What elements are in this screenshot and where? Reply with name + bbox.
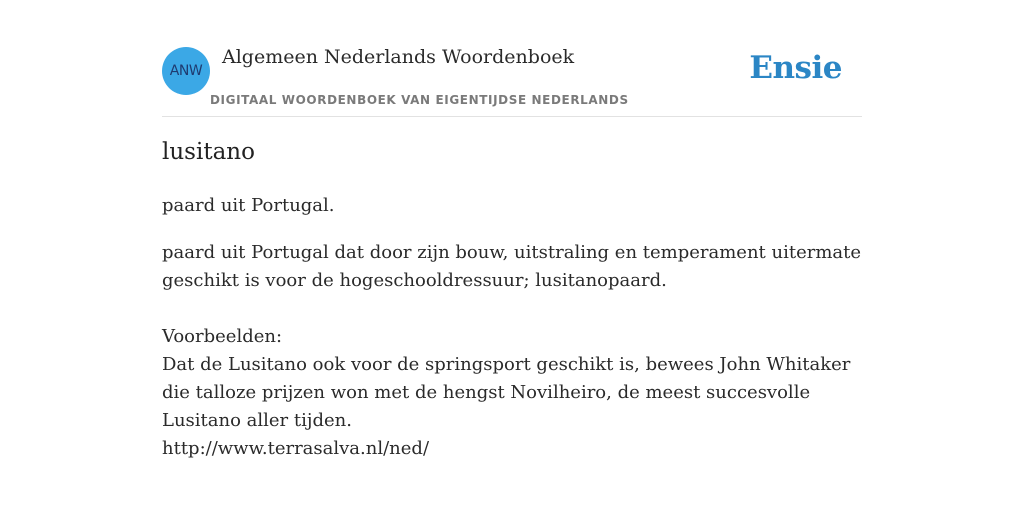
full-definition: paard uit Portugal dat door zijn bouw, uitstraling en temperament uitermate geschikt is voor de hogeschooldressuur; lusitanopaard. xyxy=(162,242,862,291)
dictionary-subtitle: DIGITAAL WOORDENBOEK VAN EIGENTIJDSE NEDERLANDS xyxy=(210,93,629,107)
entry-content xyxy=(162,192,867,463)
source-url[interactable]: http://www.terrasalva.nl/ned/ xyxy=(162,438,430,459)
spacer xyxy=(162,295,867,323)
dictionary-title[interactable]: Algemeen Nederlands Woordenboek xyxy=(222,46,575,68)
anw-logo[interactable]: ANW xyxy=(162,47,210,95)
short-definition: paard uit Portugal. xyxy=(162,195,335,216)
examples-label: Voorbeelden: xyxy=(162,326,283,347)
example-text: Dat de Lusitano ook voor de springsport geschikt is, bewees John Whitaker die talloze prijzen won met de hengst Novilheiro, de meest succesvolle Lusitano aller tijden. xyxy=(162,354,851,431)
headword: lusitano xyxy=(162,139,255,165)
ensie-logo[interactable]: Ensie xyxy=(749,50,842,86)
site-header xyxy=(162,46,862,117)
